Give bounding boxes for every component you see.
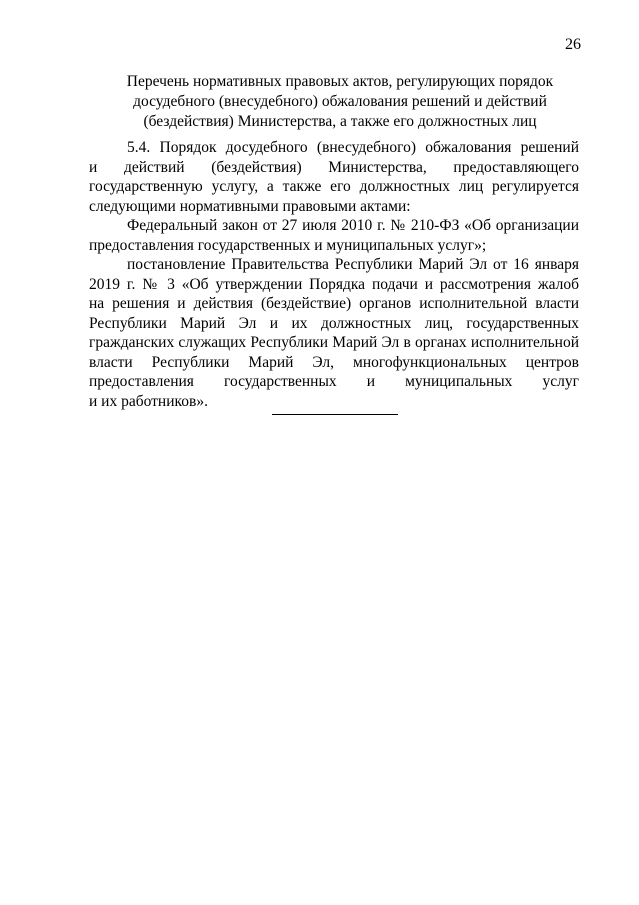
resolution-line: гражданских служащих Республики Марий Эл в органах исполнительной (89, 334, 579, 351)
paragraph-5-4-line: 5.4. Порядок досудебного (внесудебного) обжалования решений (127, 139, 579, 156)
resolution-line: 2019 г. № 3 «Об утверждении Порядка подачи и рассмотрения жалоб (89, 275, 579, 293)
resolution-line: власти Республики Марий Эл, многофункциональных центров (89, 353, 579, 371)
heading-line: Перечень нормативных правовых актов, регулирующих порядок (126, 73, 554, 90)
resolution-line: Республики Марий Эл и их должностных лиц, государственных (89, 314, 579, 332)
resolution-line: и их работников». (89, 392, 208, 410)
paragraph-5-4-line: государственную услугу, а также его должностных лиц регулируется (89, 178, 579, 195)
resolution-line: постановление Правительства Республики Марий Эл от 16 января (127, 256, 579, 273)
heading-line: досудебного (внесудебного) обжалования решений и действий (133, 93, 547, 110)
federal-law-line: Федеральный закон от 27 июля 2010 г. № 210-ФЗ «Об организации (127, 217, 579, 234)
page-number: 26 (565, 36, 581, 53)
heading-line: (бездействия) Министерства, а также его должностных лиц (143, 113, 537, 130)
resolution-line: предоставления государственных и муниципальных услуг (89, 373, 579, 390)
federal-law-line: предоставления государственных и муниципальных услуг»; (89, 236, 487, 254)
paragraph-5-4-line: и действий (бездействия) Министерства, предоставляющего (89, 158, 579, 176)
end-divider-line (272, 414, 398, 415)
body-text (89, 138, 579, 411)
section-heading (88, 72, 592, 132)
paragraph-5-4-line: следующими нормативными правовыми актами: (89, 197, 411, 215)
resolution-line: на решения и действия (бездействие) органов исполнительной власти (89, 295, 579, 312)
